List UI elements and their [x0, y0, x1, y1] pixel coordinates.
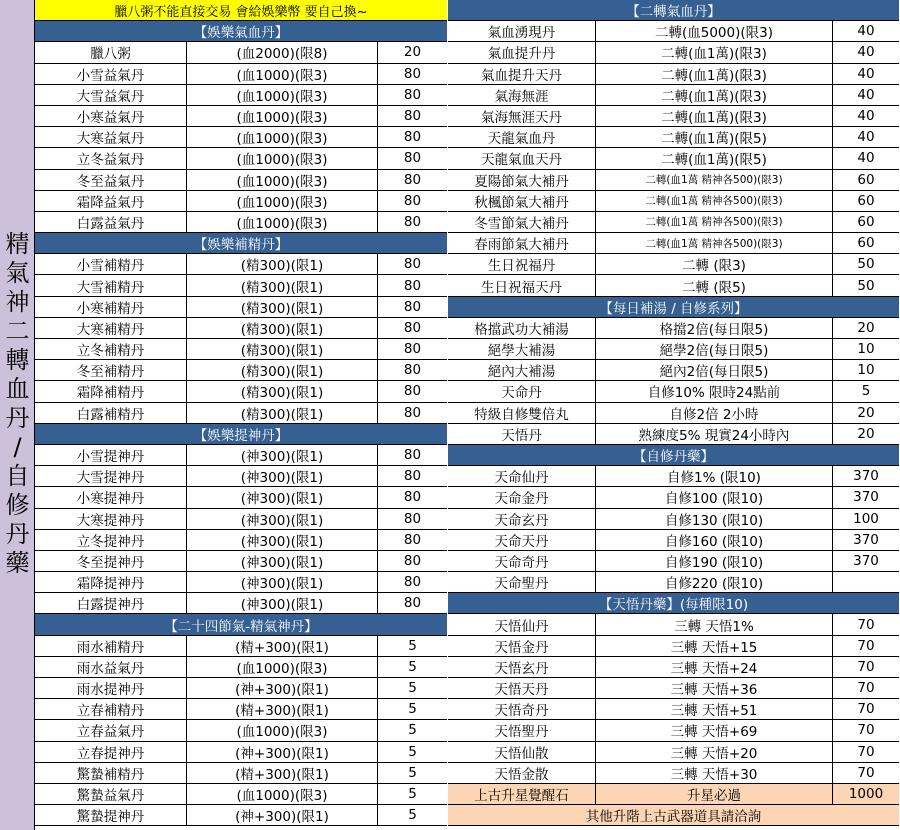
table-row	[35, 360, 447, 381]
table-row	[448, 339, 899, 360]
footer-note: 其他升階上古武器道具請洽詢	[448, 805, 899, 826]
item-price: 50	[857, 277, 875, 294]
item-effect: 三轉 天悟+15	[596, 636, 833, 656]
item-effect: 自修2倍 2小時	[596, 403, 833, 423]
item-effect: 二轉(血1萬 精神各500)(限3)	[596, 233, 833, 253]
item-price: 80	[403, 319, 422, 336]
side-label-char: 自	[5, 462, 30, 490]
item-name: 冬至提神丹	[35, 551, 187, 571]
item-price: 1000	[848, 786, 884, 803]
item-name: 白露補精丹	[35, 403, 187, 423]
table-row	[35, 636, 447, 657]
table-row	[448, 233, 899, 254]
side-label-char: 轉	[5, 346, 30, 374]
item-name: 冬至益氣丹	[35, 170, 187, 190]
item-price: 80	[403, 256, 422, 273]
table-row	[448, 275, 899, 296]
item-name: 小寒提神丹	[35, 487, 187, 507]
item-effect: (精300)(限1)	[187, 254, 378, 274]
item-name: 白露益氣丹	[35, 212, 187, 232]
item-price: 80	[403, 150, 422, 167]
item-price: 5	[408, 658, 417, 675]
side-label-char: 二	[5, 317, 30, 345]
item-effect: (精300)(限1)	[187, 403, 378, 423]
item-name: 天悟金丹	[448, 636, 596, 656]
table-row	[448, 530, 899, 551]
table-row	[35, 381, 447, 402]
table-row	[35, 297, 447, 318]
item-price: 70	[857, 680, 875, 697]
side-label-char: 氣	[5, 259, 30, 287]
section-header: 【天悟丹藥】(每種限10)	[448, 593, 899, 614]
item-price: 80	[403, 108, 422, 125]
notice-banner: 臘八粥不能直接交易 會給娛樂幣 要自己換~	[35, 0, 447, 21]
table-row	[448, 487, 899, 508]
table-row	[448, 699, 899, 720]
item-price: 50	[857, 256, 875, 273]
item-price: 70	[857, 701, 875, 718]
item-price: 40	[857, 108, 875, 125]
item-effect: 格擋2倍(每日限5)	[596, 318, 833, 338]
item-effect: (血1000)(限3)	[187, 657, 378, 677]
item-effect: (神300)(限1)	[187, 551, 378, 571]
item-name: 氣海無涯天丹	[448, 106, 596, 126]
item-price: 80	[403, 277, 422, 294]
item-effect: 二轉(血1萬)(限5)	[596, 127, 833, 147]
table-row	[35, 487, 447, 508]
item-price: 80	[403, 341, 422, 358]
item-price: 70	[857, 616, 875, 633]
item-name: 夏陽節氣大補丹	[448, 170, 596, 190]
item-effect: (血1000)(限3)	[187, 64, 378, 84]
item-name: 立春提神丹	[35, 742, 187, 762]
item-effect: 絕學2倍(每日限5)	[596, 339, 833, 359]
table-row	[448, 403, 899, 424]
table-row	[35, 85, 447, 106]
item-name: 天命仙丹	[448, 466, 596, 486]
item-effect: (精300)(限1)	[187, 360, 378, 380]
item-price: 60	[857, 171, 875, 188]
item-name: 霜降補精丹	[35, 381, 187, 401]
item-price: 60	[857, 192, 875, 209]
item-price: 80	[403, 552, 422, 569]
table-row	[448, 21, 899, 42]
item-price: 70	[857, 722, 875, 739]
item-price: 80	[403, 171, 422, 188]
item-price: 80	[403, 468, 422, 485]
item-effect: (神+300)(限1)	[187, 805, 378, 825]
item-name: 天悟奇丹	[448, 699, 596, 719]
table-row	[448, 720, 899, 741]
item-effect: 二轉 (限3)	[596, 254, 833, 274]
item-price: 80	[403, 362, 422, 379]
item-effect: 三轉 天悟+24	[596, 657, 833, 677]
item-effect: 三轉 天悟+51	[596, 699, 833, 719]
table-row	[35, 148, 447, 169]
item-price: 5	[408, 764, 417, 781]
item-name: 大寒補精丹	[35, 318, 187, 338]
item-effect: (血1000)(限3)	[187, 127, 378, 147]
item-name: 生日祝福丹	[448, 254, 596, 274]
item-effect: (精+300)(限1)	[187, 699, 378, 719]
side-label-char: 丹	[5, 520, 30, 548]
table-row	[35, 466, 447, 487]
item-effect: (神+300)(限1)	[187, 742, 378, 762]
item-price: 370	[853, 552, 879, 569]
item-effect: 三轉 天悟+30	[596, 763, 833, 783]
item-name: 氣海無涯	[448, 85, 596, 105]
item-effect: 二轉 (限5)	[596, 275, 833, 295]
table-row	[448, 657, 899, 678]
table-row	[448, 85, 899, 106]
table-row	[35, 445, 447, 466]
table-row	[35, 42, 447, 63]
item-name: 大雪提神丹	[35, 466, 187, 486]
item-name: 絕內大補湯	[448, 360, 596, 380]
item-effect: 絕內2倍(每日限5)	[596, 360, 833, 380]
item-effect: (精300)(限1)	[187, 339, 378, 359]
table-row	[448, 148, 899, 169]
item-effect: (精+300)(限1)	[187, 636, 378, 656]
table-row	[448, 678, 899, 699]
table-row	[448, 64, 899, 85]
item-effect: 三轉 天悟+69	[596, 720, 833, 740]
table-row	[35, 64, 447, 85]
item-price: 80	[403, 298, 422, 315]
item-price: 40	[857, 44, 875, 61]
item-name: 白露提神丹	[35, 593, 187, 613]
item-name: 天命金丹	[448, 487, 596, 507]
item-price: 5	[408, 807, 417, 824]
item-name: 霜降益氣丹	[35, 191, 187, 211]
item-name: 生日祝福天丹	[448, 275, 596, 295]
table-row	[35, 551, 447, 572]
item-effect: 二轉(血1萬)(限3)	[596, 106, 833, 126]
item-effect: (血1000)(限3)	[187, 85, 378, 105]
item-price: 60	[857, 235, 875, 252]
left-price-table	[35, 0, 447, 826]
item-price: 80	[403, 383, 422, 400]
item-name: 秋楓節氣大補丹	[448, 191, 596, 211]
item-effect: 二轉(血1萬 精神各500)(限3)	[596, 170, 833, 190]
item-name: 天悟聖丹	[448, 720, 596, 740]
item-name: 臘八粥	[35, 42, 187, 62]
item-effect: (血1000)(限3)	[187, 191, 378, 211]
table-row	[448, 42, 899, 63]
table-row	[448, 191, 899, 212]
table-row	[448, 551, 899, 572]
side-label-char: 藥	[5, 549, 30, 577]
side-label-char: /	[13, 433, 22, 461]
item-price: 80	[403, 192, 422, 209]
table-row	[448, 106, 899, 127]
item-name: 霜降提神丹	[35, 572, 187, 592]
table-row	[35, 254, 447, 275]
side-label-char: 精	[5, 230, 30, 258]
item-effect: (神300)(限1)	[187, 487, 378, 507]
item-name: 小寒補精丹	[35, 297, 187, 317]
table-row	[448, 254, 899, 275]
item-name: 天命玄丹	[448, 509, 596, 529]
table-row	[35, 593, 447, 614]
item-price: 20	[857, 404, 875, 421]
item-effect: (神300)(限1)	[187, 530, 378, 550]
item-price: 80	[403, 404, 422, 421]
table-row	[35, 805, 447, 826]
table-row	[35, 678, 447, 699]
side-label-char: 血	[5, 375, 30, 403]
table-row	[35, 212, 447, 233]
item-price: 5	[408, 786, 417, 803]
item-price: 80	[403, 595, 422, 612]
table-row	[448, 424, 899, 445]
item-effect: 三轉 天悟+36	[596, 678, 833, 698]
table-row	[448, 572, 899, 593]
item-price	[833, 572, 899, 592]
item-price: 80	[403, 531, 422, 548]
item-name: 雨水提神丹	[35, 678, 187, 698]
item-price: 10	[857, 341, 875, 358]
table-row	[35, 763, 447, 784]
item-name: 氣血提升天丹	[448, 64, 596, 84]
item-effect: 自修10% 限時24點前	[596, 381, 833, 401]
table-row	[35, 127, 447, 148]
item-name: 立冬益氣丹	[35, 148, 187, 168]
item-name: 格擋武功大補湯	[448, 318, 596, 338]
item-price: 5	[408, 701, 417, 718]
item-effect: (神300)(限1)	[187, 593, 378, 613]
item-name: 小雪益氣丹	[35, 64, 187, 84]
item-price: 20	[857, 319, 875, 336]
section-header: 【自修丹藥】	[448, 445, 899, 466]
item-name: 天悟天丹	[448, 678, 596, 698]
item-effect: 二轉(血5000)(限3)	[596, 21, 833, 41]
section-header: 【每日補湯 / 自修系列】	[448, 297, 899, 318]
item-effect: (血1000)(限3)	[187, 720, 378, 740]
item-name: 大寒益氣丹	[35, 127, 187, 147]
item-price: 60	[857, 213, 875, 230]
table-row	[35, 699, 447, 720]
item-effect: 二轉(血1萬 精神各500)(限3)	[596, 212, 833, 232]
item-price: 5	[408, 680, 417, 697]
item-effect: (精300)(限1)	[187, 275, 378, 295]
item-name: 天龍氣血丹	[448, 127, 596, 147]
item-name: 天命天丹	[448, 530, 596, 550]
item-effect: 二轉(血1萬)(限5)	[596, 148, 833, 168]
item-name: 天悟丹	[448, 424, 596, 444]
side-label-char: 修	[5, 491, 30, 519]
item-name: 天命聖丹	[448, 572, 596, 592]
item-price: 80	[403, 65, 422, 82]
item-price: 10	[857, 362, 875, 379]
table-row	[448, 381, 899, 402]
item-name: 驚蟄提神丹	[35, 805, 187, 825]
item-effect: (血1000)(限3)	[187, 212, 378, 232]
item-name: 春雨節氣大補丹	[448, 233, 596, 253]
item-effect: (精300)(限1)	[187, 297, 378, 317]
table-row	[448, 212, 899, 233]
item-name: 天命丹	[448, 381, 596, 401]
item-price: 80	[403, 129, 422, 146]
item-effect: (神300)(限1)	[187, 572, 378, 592]
item-price: 100	[853, 510, 879, 527]
table-row	[35, 720, 447, 741]
item-price: 40	[857, 150, 875, 167]
item-price: 80	[403, 510, 422, 527]
table-row	[35, 170, 447, 191]
item-name: 立冬提神丹	[35, 530, 187, 550]
item-effect: 自修1% (限10)	[596, 466, 833, 486]
item-name: 小雪補精丹	[35, 254, 187, 274]
table-row	[35, 509, 447, 530]
item-price: 40	[857, 23, 875, 40]
item-price: 370	[853, 468, 879, 485]
table-row	[448, 127, 899, 148]
table-row	[448, 636, 899, 657]
item-name: 雨水補精丹	[35, 636, 187, 656]
section-header: 【二轉氣血丹】	[448, 0, 899, 21]
item-name: 大雪補精丹	[35, 275, 187, 295]
item-name: 雨水益氣丹	[35, 657, 187, 677]
table-row	[35, 318, 447, 339]
item-price: 80	[403, 574, 422, 591]
item-name: 天龍氣血天丹	[448, 148, 596, 168]
item-name: 驚蟄補精丹	[35, 763, 187, 783]
item-effect: 自修190 (限10)	[596, 551, 833, 571]
item-name: 天悟仙丹	[448, 614, 596, 634]
item-price: 40	[857, 65, 875, 82]
item-effect: 二轉(血1萬 精神各500)(限3)	[596, 191, 833, 211]
item-effect: 自修220 (限10)	[596, 572, 833, 592]
table-row	[448, 614, 899, 635]
item-price: 70	[857, 743, 875, 760]
item-name: 上古升星覺醒石	[448, 784, 596, 804]
item-name: 冬雪節氣大補丹	[448, 212, 596, 232]
section-header: 【娛樂氣血丹】	[35, 21, 447, 42]
item-effect: 二轉(血1萬)(限3)	[596, 42, 833, 62]
table-row	[35, 572, 447, 593]
item-name: 立春益氣丹	[35, 720, 187, 740]
item-price: 80	[403, 447, 422, 464]
item-name: 小寒益氣丹	[35, 106, 187, 126]
item-name: 氣血湧現丹	[448, 21, 596, 41]
item-effect: 二轉(血1萬)(限3)	[596, 64, 833, 84]
right-price-table	[448, 0, 899, 826]
item-price: 20	[403, 44, 422, 61]
side-label-char: 神	[5, 288, 30, 316]
item-price: 70	[857, 764, 875, 781]
item-price: 5	[861, 383, 871, 400]
table-row	[448, 509, 899, 530]
table-row	[35, 784, 447, 805]
item-name: 驚蟄益氣丹	[35, 784, 187, 804]
item-name: 冬至補精丹	[35, 360, 187, 380]
item-effect: 自修130 (限10)	[596, 509, 833, 529]
item-effect: 二轉(血1萬)(限3)	[596, 85, 833, 105]
table-row	[35, 339, 447, 360]
item-price: 80	[403, 213, 422, 230]
item-effect: 自修100 (限10)	[596, 487, 833, 507]
item-name: 大寒提神丹	[35, 509, 187, 529]
item-name: 立春補精丹	[35, 699, 187, 719]
item-name: 天悟金散	[448, 763, 596, 783]
item-name: 絕學大補湯	[448, 339, 596, 359]
table-row	[35, 530, 447, 551]
section-header: 【二十四節氣-精氣神丹】	[35, 614, 447, 635]
item-price: 70	[857, 658, 875, 675]
side-label-char: 丹	[5, 404, 30, 432]
item-effect: 熟練度5% 現實24小時內	[596, 424, 833, 444]
item-effect: (神300)(限1)	[187, 509, 378, 529]
table-row	[35, 403, 447, 424]
table-row	[448, 170, 899, 191]
item-price: 5	[408, 722, 417, 739]
table-row	[448, 742, 899, 763]
item-name: 天命奇丹	[448, 551, 596, 571]
item-effect: (血1000)(限3)	[187, 106, 378, 126]
table-row	[448, 784, 899, 805]
item-price: 370	[853, 489, 879, 506]
item-effect: (血1000)(限3)	[187, 148, 378, 168]
table-row	[35, 657, 447, 678]
item-name: 天悟仙散	[448, 742, 596, 762]
item-name: 大雪益氣丹	[35, 85, 187, 105]
item-effect: (血1000)(限3)	[187, 170, 378, 190]
side-label	[0, 230, 35, 578]
item-name: 氣血提升丹	[448, 42, 596, 62]
item-effect: 升星必過	[596, 784, 833, 804]
item-effect: (神300)(限1)	[187, 445, 378, 465]
item-price: 80	[403, 489, 422, 506]
item-effect: (神+300)(限1)	[187, 678, 378, 698]
item-name: 小雪提神丹	[35, 445, 187, 465]
item-price: 80	[403, 86, 422, 103]
item-name: 天悟玄丹	[448, 657, 596, 677]
item-price: 40	[857, 86, 875, 103]
side-label-panel	[0, 0, 35, 830]
item-effect: (血1000)(限3)	[187, 784, 378, 804]
item-effect: (血2000)(限8)	[187, 42, 378, 62]
item-effect: 自修160 (限10)	[596, 530, 833, 550]
item-price: 40	[857, 129, 875, 146]
table-row	[35, 742, 447, 763]
item-price: 5	[408, 743, 417, 760]
item-effect: 三轉 天悟1%	[596, 614, 833, 634]
table-row	[448, 360, 899, 381]
item-effect: (精300)(限1)	[187, 381, 378, 401]
item-price: 5	[408, 637, 417, 654]
item-price: 370	[853, 531, 879, 548]
table-row	[448, 763, 899, 784]
table-row	[35, 275, 447, 296]
item-effect: (精+300)(限1)	[187, 763, 378, 783]
item-price: 70	[857, 637, 875, 654]
section-header: 【娛樂補精丹】	[35, 233, 447, 254]
table-row	[448, 466, 899, 487]
section-header: 【娛樂提神丹】	[35, 424, 447, 445]
table-row	[448, 318, 899, 339]
table-row	[35, 191, 447, 212]
item-effect: (神300)(限1)	[187, 466, 378, 486]
item-price: 20	[857, 425, 875, 442]
item-name: 特級自修雙倍丸	[448, 403, 596, 423]
item-name: 立冬補精丹	[35, 339, 187, 359]
item-effect: 三轉 天悟+20	[596, 742, 833, 762]
item-effect: (精300)(限1)	[187, 318, 378, 338]
table-row	[35, 106, 447, 127]
